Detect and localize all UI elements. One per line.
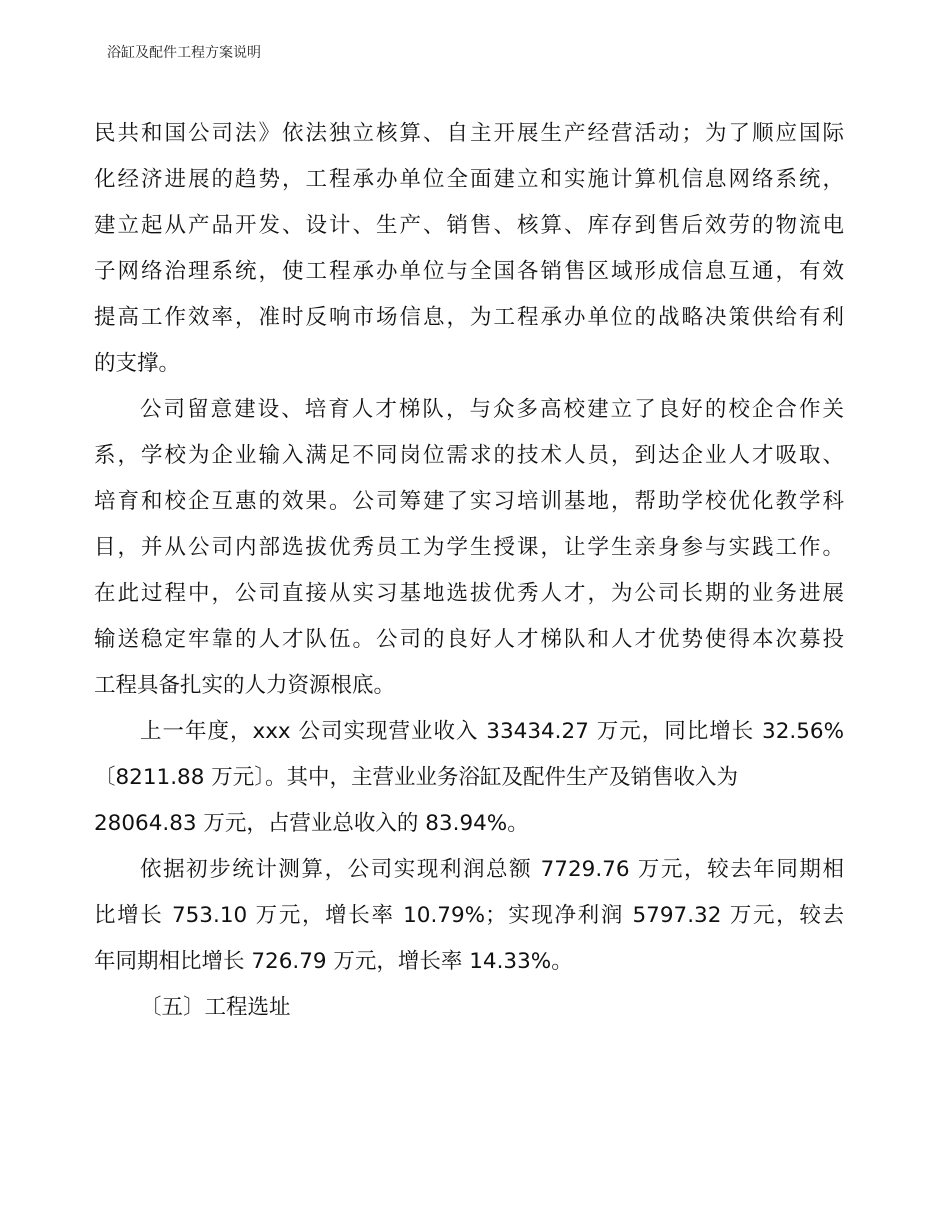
text-line: 比增长 753.10 万元，增长率 10.79%；实现净利润 5797.32 万元，较去 [94, 903, 844, 928]
text-line: 上一年度，xxx 公司实现营业收入 33434.27 万元，同比增长 32.56% [140, 719, 844, 744]
paragraph-revenue [94, 709, 844, 847]
text-line: 培育和校企互惠的效果。公司筹建了实习培训基地，帮助学校优化教学科 [94, 489, 844, 514]
text-line: 公司留意建设、培育人才梯队，与众多高校建立了良好的校企合作关 [140, 397, 844, 422]
paragraph-company-law [94, 111, 844, 387]
text-line: 输送稳定牢靠的人才队伍。公司的良好人才梯队和人才优势使得本次募投 [94, 627, 844, 652]
document-body [94, 111, 844, 1031]
running-header: 浴缸及配件工程方案说明 [107, 45, 261, 61]
text-line: 〔8211.88 万元〕。其中，主营业业务浴缸及配件生产及销售收入为 [94, 765, 738, 790]
text-line: 提高工作效率，准时反响市场信息，为工程承办单位的战略决策供给有利 [94, 305, 844, 330]
text-line: 民共和国公司法》依法独立核算、自主开展生产经营活动；为了顺应国际 [94, 121, 844, 146]
text-line: 目，并从公司内部选拔优秀员工为学生授课，让学生亲身参与实践工作。 [94, 535, 844, 560]
text-line: 依据初步统计测算，公司实现利润总额 7729.76 万元，较去年同期相 [140, 857, 844, 882]
text-line: 28064.83 万元，占营业总收入的 83.94%。 [94, 811, 529, 836]
text-line: 在此过程中，公司直接从实习基地选拔优秀人才，为公司长期的业务进展 [94, 581, 844, 606]
text-line: 年同期相比增长 726.79 万元，增长率 14.33%。 [94, 949, 573, 974]
text-line: 系，学校为企业输入满足不同岗位需求的技术人员，到达企业人才吸取、 [94, 443, 844, 468]
paragraph-profit [94, 847, 844, 985]
text-line: 的支撑。 [94, 351, 181, 376]
text-line: 子网络治理系统，使工程承办单位与全国各销售区域形成信息互通，有效 [94, 259, 844, 284]
text-line: 化经济进展的趋势，工程承办单位全面建立和实施计算机信息网络系统， [94, 167, 844, 192]
paragraph-talent [94, 387, 844, 709]
text-line: 建立起从产品开发、设计、生产、销售、核算、库存到售后效劳的物流电 [94, 213, 844, 238]
text-line: 工程具备扎实的人力资源根底。 [94, 673, 396, 698]
section-heading: 〔五〕工程选址 [140, 995, 291, 1020]
